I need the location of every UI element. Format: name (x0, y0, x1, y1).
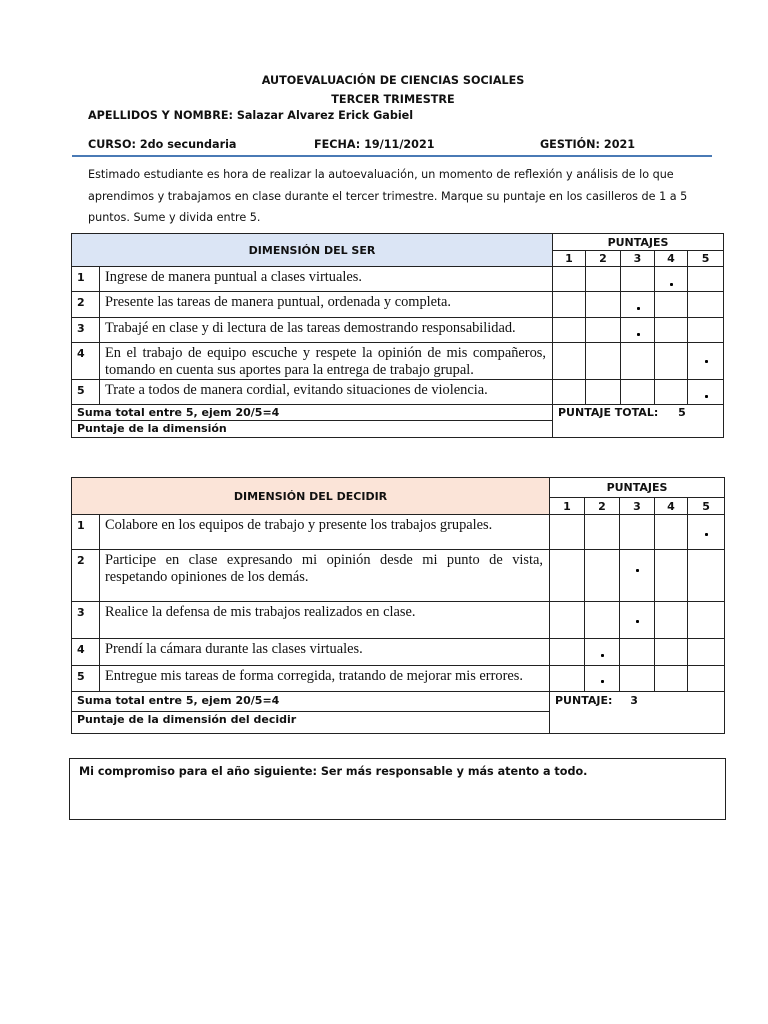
ser-row (72, 267, 724, 292)
decidir-total-value: 3 (630, 694, 638, 707)
ser-row-criterion: Trate a todos de manera cordial, evitando situaciones de violencia. (100, 380, 553, 405)
ser-row (72, 343, 724, 380)
decidir-score-cell-3[interactable] (620, 550, 655, 602)
decidir-total-cell (550, 692, 725, 734)
document-title: AUTOEVALUACIÓN DE CIENCIAS SOCIALES (261, 74, 525, 87)
decidir-score-cell-1[interactable] (550, 602, 585, 639)
decidir-row (72, 550, 725, 602)
decidir-score-cell-2[interactable] (585, 550, 620, 602)
fecha-field: FECHA: 19/11/2021 (314, 138, 435, 151)
decidir-sum-label: Suma total entre 5, ejem 20/5=4 (72, 692, 550, 712)
score-mark (601, 680, 604, 683)
ser-score-cell-1[interactable] (553, 343, 586, 380)
ser-score-cell-3[interactable] (621, 318, 655, 343)
decidir-score-cell-4[interactable] (655, 550, 688, 602)
decidir-score-cell-5[interactable] (688, 666, 725, 692)
ser-score-cell-3[interactable] (621, 267, 655, 292)
ser-score-cell-3[interactable] (621, 380, 655, 405)
ser-row-number: 2 (72, 292, 100, 318)
score-mark (705, 395, 708, 398)
decidir-score-cell-3[interactable] (620, 666, 655, 692)
decidir-row-number: 5 (72, 666, 100, 692)
ser-col-2: 2 (586, 251, 621, 267)
ser-score-cell-5[interactable] (688, 380, 724, 405)
decidir-row (72, 666, 725, 692)
decidir-row-criterion: Realice la defensa de mis trabajos realizados en clase. (100, 602, 550, 639)
decidir-score-cell-2[interactable] (585, 515, 620, 550)
decidir-score-cell-3[interactable] (620, 639, 655, 666)
ser-total-label: PUNTAJE TOTAL: (558, 406, 659, 419)
decidir-score-cell-4[interactable] (655, 639, 688, 666)
decidir-row-number: 4 (72, 639, 100, 666)
ser-row (72, 318, 724, 343)
decidir-row-criterion: Prendí la cámara durante las clases virtuales. (100, 639, 550, 666)
decidir-table (71, 477, 725, 734)
decidir-row-criterion: Participe en clase expresando mi opinión desde mi punto de vista, respetando opiniones de los demás. (100, 550, 550, 602)
decidir-score-cell-3[interactable] (620, 515, 655, 550)
ser-score-cell-5[interactable] (688, 267, 724, 292)
score-mark (670, 283, 673, 286)
ser-row-number: 4 (72, 343, 100, 380)
decidir-score-cell-1[interactable] (550, 515, 585, 550)
decidir-row-criterion: Colabore en los equipos de trabajo y presente los trabajos grupales. (100, 515, 550, 550)
decidir-score-cell-4[interactable] (655, 515, 688, 550)
decidir-row-number: 2 (72, 550, 100, 602)
score-mark (637, 333, 640, 336)
decidir-score-cell-1[interactable] (550, 639, 585, 666)
decidir-puntajes-header: PUNTAJES (550, 478, 725, 498)
decidir-score-cell-1[interactable] (550, 666, 585, 692)
score-mark (705, 533, 708, 536)
ser-score-cell-4[interactable] (655, 318, 688, 343)
decidir-col-4: 4 (655, 498, 688, 515)
score-mark (636, 620, 639, 623)
ser-row (72, 380, 724, 405)
score-mark (637, 307, 640, 310)
ser-table (71, 233, 724, 438)
ser-score-cell-5[interactable] (688, 343, 724, 380)
decidir-score-cell-2[interactable] (585, 602, 620, 639)
ser-score-cell-3[interactable] (621, 343, 655, 380)
ser-puntajes-header: PUNTAJES (553, 234, 724, 251)
decidir-score-cell-5[interactable] (688, 515, 725, 550)
decidir-total-label: PUNTAJE: (555, 694, 613, 707)
ser-dimension-label: Puntaje de la dimensión (72, 421, 553, 438)
decidir-score-cell-1[interactable] (550, 550, 585, 602)
compromiso-box (69, 758, 726, 820)
ser-score-cell-2[interactable] (586, 343, 621, 380)
compromiso-text: Mi compromiso para el año siguiente: Ser más responsable y más atento a todo. (79, 765, 588, 778)
ser-score-cell-2[interactable] (586, 318, 621, 343)
score-mark (601, 654, 604, 657)
ser-row-criterion: Presente las tareas de manera puntual, ordenada y completa. (100, 292, 553, 318)
decidir-row (72, 515, 725, 550)
ser-row-criterion: En el trabajo de equipo escuche y respete la opinión de mis compañeros, tomando en cuenta sus aportes para la entrega de trabajo grupal. (100, 343, 553, 380)
ser-row-number: 5 (72, 380, 100, 405)
ser-score-cell-1[interactable] (553, 292, 586, 318)
decidir-col-5: 5 (688, 498, 725, 515)
decidir-score-cell-4[interactable] (655, 602, 688, 639)
ser-score-cell-4[interactable] (655, 343, 688, 380)
student-name: APELLIDOS Y NOMBRE: Salazar Alvarez Erick Gabiel (88, 109, 414, 122)
ser-score-cell-3[interactable] (621, 292, 655, 318)
header-divider (72, 155, 712, 157)
decidir-col-1: 1 (550, 498, 585, 515)
decidir-col-3: 3 (620, 498, 655, 515)
ser-sum-label: Suma total entre 5, ejem 20/5=4 (72, 405, 553, 421)
ser-score-cell-4[interactable] (655, 292, 688, 318)
document-subtitle: TERCER TRIMESTRE (331, 93, 455, 106)
decidir-row (72, 639, 725, 666)
decidir-row-number: 3 (72, 602, 100, 639)
ser-row-number: 1 (72, 267, 100, 292)
ser-total-value: 5 (678, 406, 686, 419)
ser-row-criterion: Trabajé en clase y di lectura de las tareas demostrando responsabilidad. (100, 318, 553, 343)
score-mark (705, 360, 708, 363)
instructions-text: Estimado estudiante es hora de realizar la autoevaluación, un momento de reflexión y análisis de lo que aprendimos y trabajamos en clase durante el tercer trimestre. Marque su puntaje en los casilleros de 1 a 5 puntos. Sume y divida entre 5. (88, 168, 688, 224)
ser-col-1: 1 (553, 251, 586, 267)
decidir-score-cell-3[interactable] (620, 602, 655, 639)
ser-score-cell-5[interactable] (688, 292, 724, 318)
decidir-col-2: 2 (585, 498, 620, 515)
ser-row-number: 3 (72, 318, 100, 343)
ser-score-cell-4[interactable] (655, 380, 688, 405)
decidir-row-number: 1 (72, 515, 100, 550)
ser-heading: DIMENSIÓN DEL SER (72, 234, 553, 267)
decidir-score-cell-5[interactable] (688, 602, 725, 639)
decidir-dimension-label: Puntaje de la dimensión del decidir (72, 712, 550, 734)
decidir-score-cell-2[interactable] (585, 666, 620, 692)
ser-score-cell-5[interactable] (688, 318, 724, 343)
decidir-score-cell-2[interactable] (585, 639, 620, 666)
ser-row-criterion: Ingrese de manera puntual a clases virtuales. (100, 267, 553, 292)
decidir-score-cell-4[interactable] (655, 666, 688, 692)
ser-total-cell (553, 405, 724, 438)
decidir-score-cell-5[interactable] (688, 639, 725, 666)
decidir-row-criterion: Entregue mis tareas de forma corregida, tratando de mejorar mis errores. (100, 666, 550, 692)
ser-score-cell-1[interactable] (553, 267, 586, 292)
decidir-row (72, 602, 725, 639)
ser-score-cell-2[interactable] (586, 267, 621, 292)
curso-field: CURSO: 2do secundaria (88, 138, 237, 151)
gestion-field: GESTIÓN: 2021 (540, 138, 636, 151)
decidir-heading: DIMENSIÓN DEL DECIDIR (72, 478, 550, 515)
ser-score-cell-2[interactable] (586, 380, 621, 405)
decidir-score-cell-5[interactable] (688, 550, 725, 602)
ser-score-cell-4[interactable] (655, 267, 688, 292)
ser-row (72, 292, 724, 318)
ser-col-5: 5 (688, 251, 724, 267)
ser-score-cell-1[interactable] (553, 318, 586, 343)
ser-col-4: 4 (655, 251, 688, 267)
ser-score-cell-1[interactable] (553, 380, 586, 405)
score-mark (636, 569, 639, 572)
ser-score-cell-2[interactable] (586, 292, 621, 318)
ser-col-3: 3 (621, 251, 655, 267)
